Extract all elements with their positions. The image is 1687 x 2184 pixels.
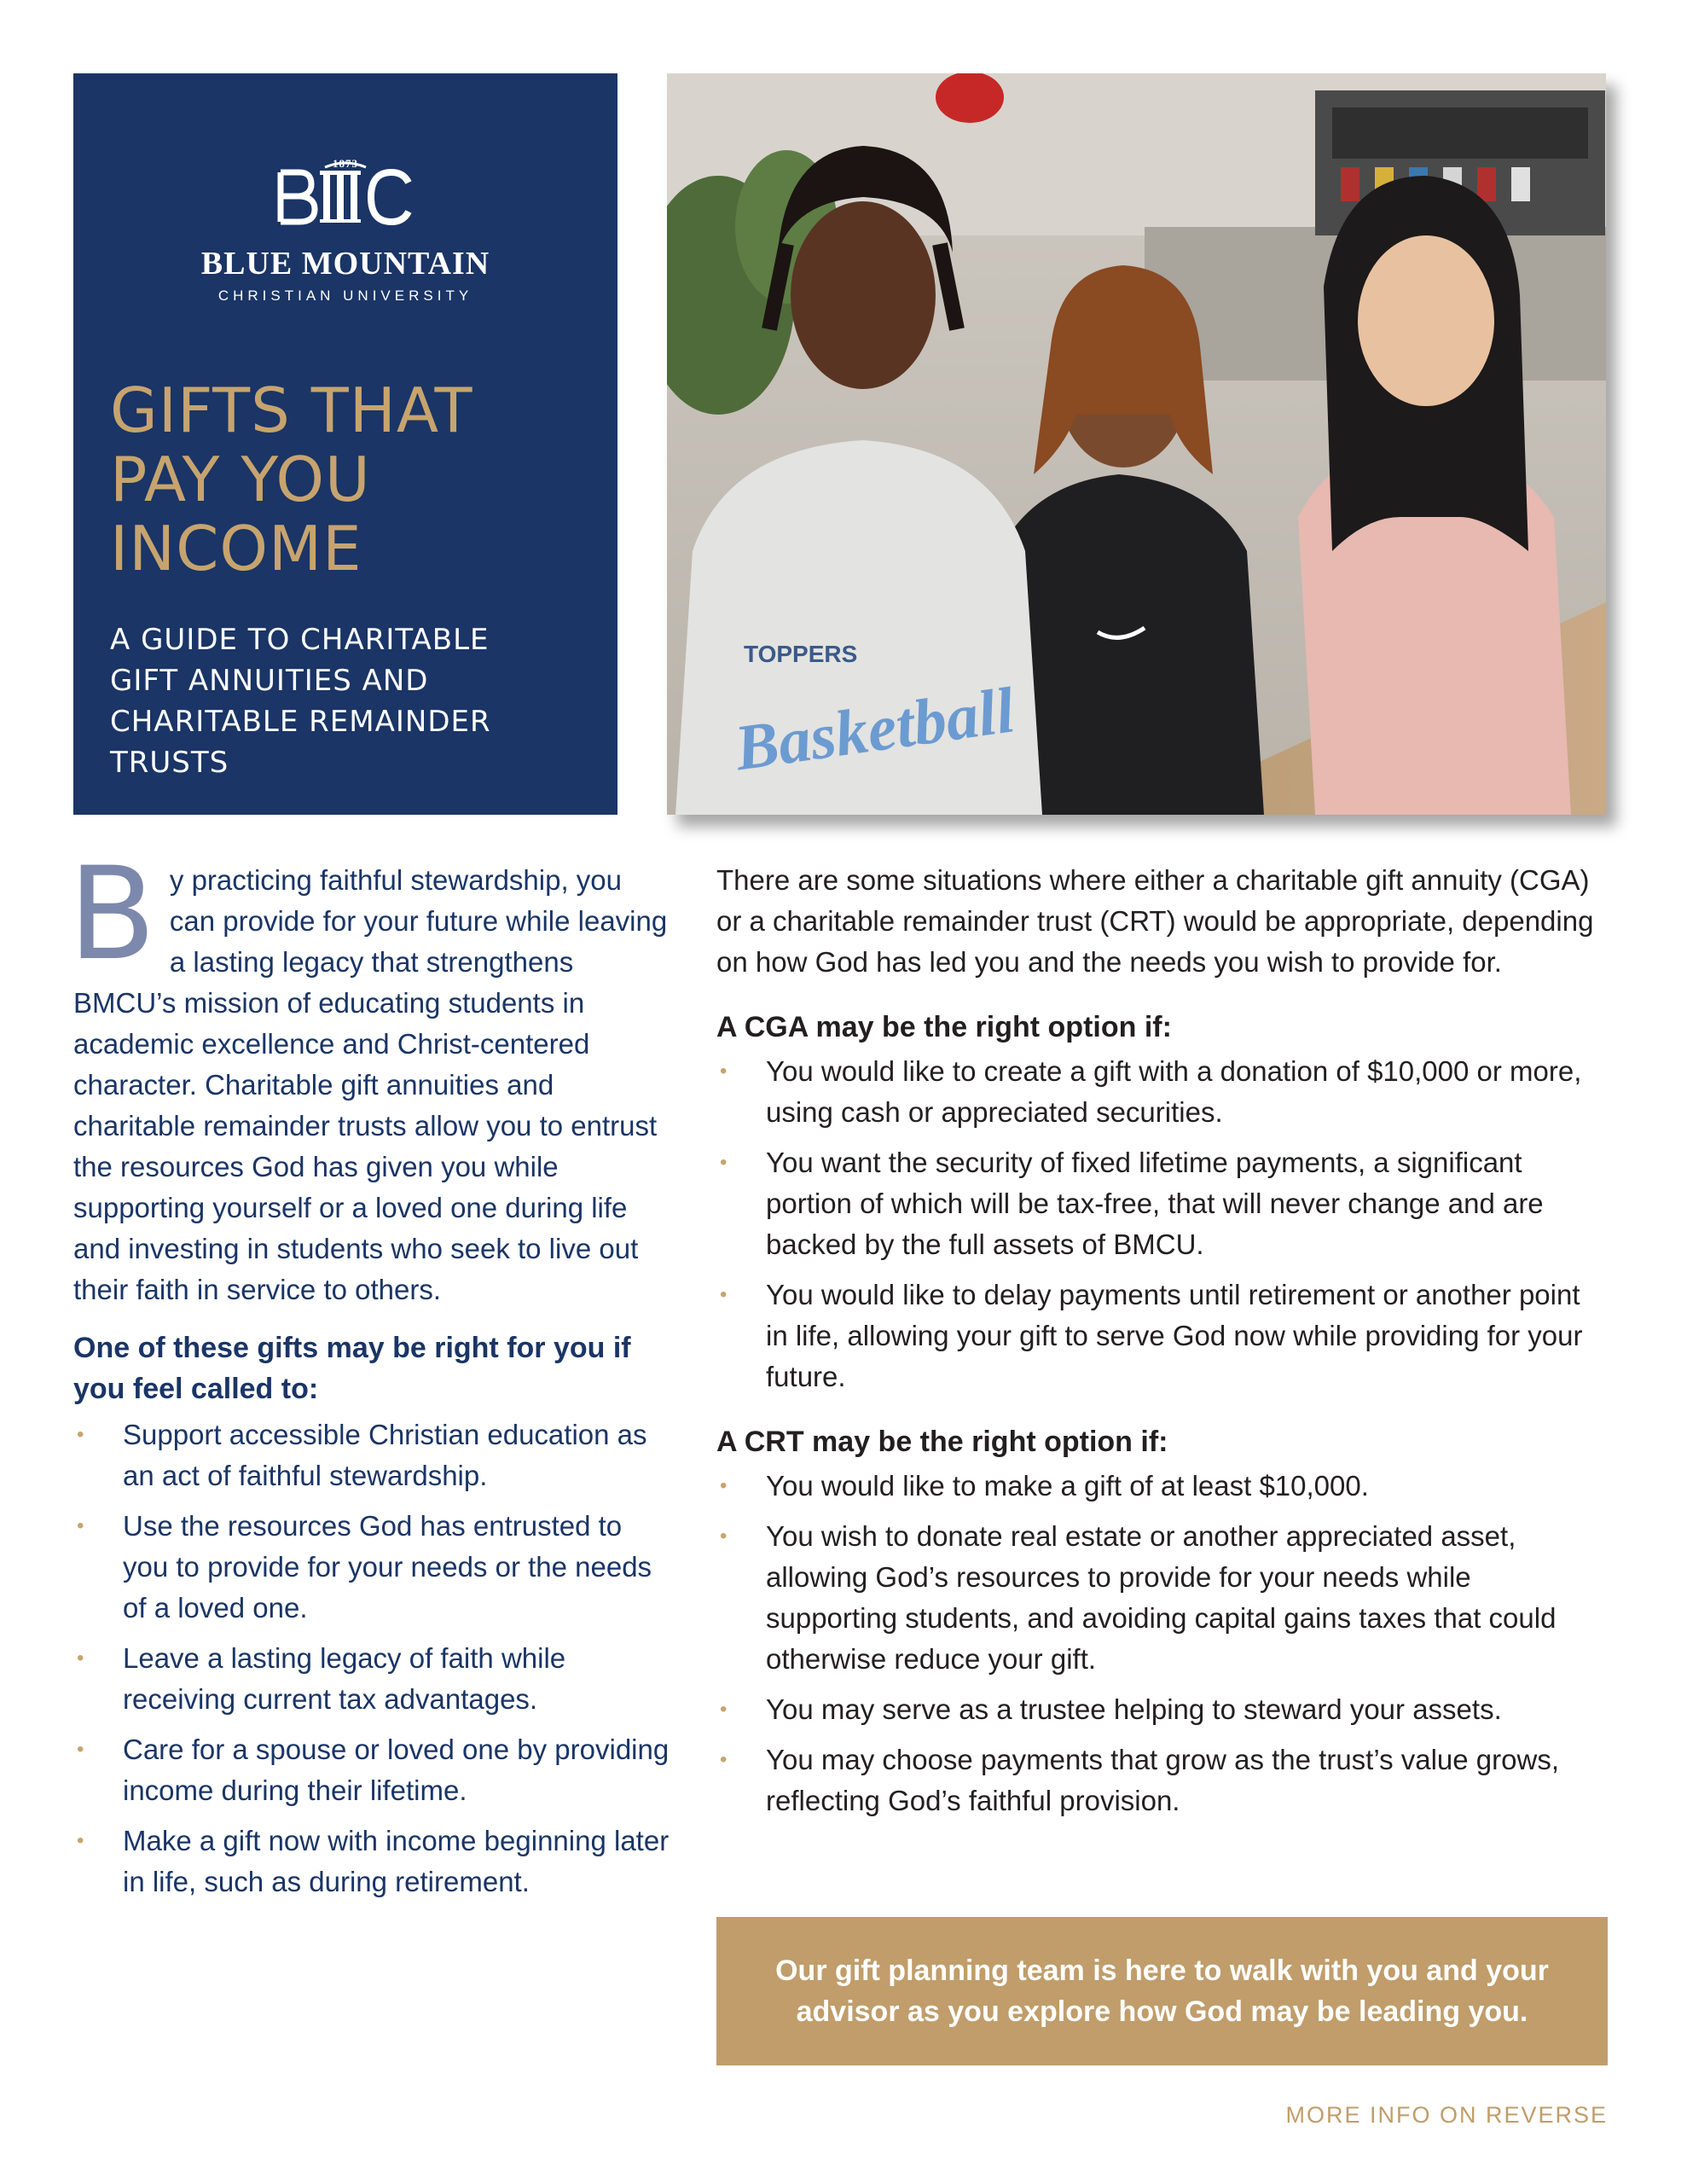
crt-list	[716, 1466, 1608, 1821]
list-item-text: Make a gift now with income beginning later in life, such as during retirement.	[123, 1825, 670, 1897]
list-item	[73, 1821, 670, 1902]
list-item-text: You would like to make a gift of at least $10,000.	[766, 1470, 1369, 1502]
subtitle-line: A GUIDE TO CHARITABLE	[110, 623, 490, 657]
list-item-text: You want the security of fixed lifetime payments, a significant portion of which will be tax-free, that will never change and are backed by the full assets of BMCU.	[766, 1147, 1544, 1260]
list-item-text: Care for a spouse or loved one by providing income during their lifetime.	[123, 1734, 670, 1806]
page-title	[110, 376, 605, 584]
bullet-icon: •	[720, 1698, 728, 1721]
list-item	[73, 1638, 670, 1720]
list-item	[716, 1051, 1608, 1133]
cga-list	[716, 1051, 1608, 1397]
crt-heading: A CRT may be the right option if:	[716, 1426, 1168, 1458]
subtitle-line: CHARITABLE REMAINDER	[110, 705, 491, 739]
bullet-icon: •	[77, 1738, 84, 1761]
shirt-text-toppers: TOPPERS	[744, 641, 858, 667]
title-line: GIFTS THAT	[110, 375, 473, 446]
bullet-icon: •	[720, 1525, 728, 1548]
list-item-text: Leave a lasting legacy of faith while receiving current tax advantages.	[123, 1642, 566, 1715]
list-item-text: You would like to create a gift with a donation of $10,000 or more, using cash or appreciated securities.	[766, 1055, 1582, 1128]
bullet-icon: •	[720, 1283, 728, 1306]
intro-paragraph	[68, 840, 670, 1310]
list-item-text: Use the resources God has entrusted to you to provide for your needs or the needs of a loved one.	[123, 1510, 652, 1623]
subtitle-line: TRUSTS	[110, 746, 229, 780]
called-to-list	[73, 1414, 670, 1902]
list-item	[716, 1275, 1608, 1397]
bullet-icon: •	[720, 1060, 728, 1083]
called-to-heading: One of these gifts may be right for you if you feel called to:	[73, 1332, 631, 1405]
title-line: INCOME	[110, 513, 362, 584]
list-item-text: Support accessible Christian education as an act of faithful stewardship.	[123, 1419, 647, 1491]
list-item-text: You wish to donate real estate or another appreciated asset, allowing God’s resources to provide for your needs while supporting students, and avoiding capital gains taxes that could otherwise reduce your gift.	[766, 1520, 1557, 1675]
list-item	[716, 1689, 1608, 1730]
list-item	[73, 1729, 670, 1811]
list-item	[716, 1142, 1608, 1265]
callout-text: Our gift planning team is here to walk with you and your advisor as you explore how God may be leading you.	[775, 1955, 1549, 2028]
university-logo	[73, 157, 617, 305]
list-item-text: You may serve as a trustee helping to steward your assets.	[766, 1693, 1502, 1725]
bullet-icon: •	[77, 1514, 84, 1537]
title-line: PAY YOU	[110, 444, 371, 515]
page-subtitle	[110, 619, 605, 783]
bmcu-monogram-icon	[275, 157, 415, 225]
list-item	[716, 1466, 1608, 1507]
bullet-icon: •	[720, 1151, 728, 1174]
more-info-note: MORE INFO ON REVERSE	[1285, 2102, 1608, 2128]
list-item	[716, 1740, 1608, 1821]
list-item-text: You would like to delay payments until retirement or another point in life, allowing your gift to serve God now while providing for your future.	[766, 1279, 1583, 1392]
bullet-icon: •	[720, 1748, 728, 1771]
drop-cap: B	[68, 840, 156, 989]
list-item	[716, 1516, 1608, 1680]
header-panel	[73, 73, 617, 815]
left-column	[68, 840, 670, 1912]
bullet-icon: •	[77, 1647, 84, 1670]
list-item-text: You may choose payments that grow as the trust’s value grows, reflecting God’s faithful provision.	[766, 1744, 1559, 1816]
lead-paragraph: There are some situations where either a charitable gift annuity (CGA) or a charitable remainder trust (CRT) would be appropriate, depending on how God has led you and the needs you wish to provide for.	[716, 864, 1594, 978]
bullet-icon: •	[77, 1829, 84, 1852]
gift-planning-callout	[716, 1917, 1608, 2065]
list-item	[73, 1414, 670, 1496]
logo-subtitle: CHRISTIAN UNIVERSITY	[217, 288, 473, 304]
bullet-icon: •	[720, 1474, 728, 1497]
intro-text: y practicing faithful stewardship, you can provide for your future while leaving a lasting legacy that strengthens BMCU’s mission of educating students in academic excellence and Christ-centered character. Charitable gift annuities and charitable remainder trusts allow you to entrust the resources God has given you while supporting yourself or a loved one during life and investing in students who seek to live out their faith in service to others.	[73, 864, 668, 1305]
subtitle-line: GIFT ANNUITIES AND	[110, 664, 429, 698]
right-column	[716, 860, 1608, 1831]
list-item	[73, 1506, 670, 1629]
students-photo	[667, 73, 1606, 815]
bullet-icon: •	[77, 1423, 84, 1446]
logo-name: BLUE MOUNTAIN	[200, 246, 490, 282]
cga-heading: A CGA may be the right option if:	[716, 1011, 1172, 1043]
shirt-text-basketball: Basketball	[730, 674, 1019, 785]
logo-year: 1873	[333, 157, 358, 170]
